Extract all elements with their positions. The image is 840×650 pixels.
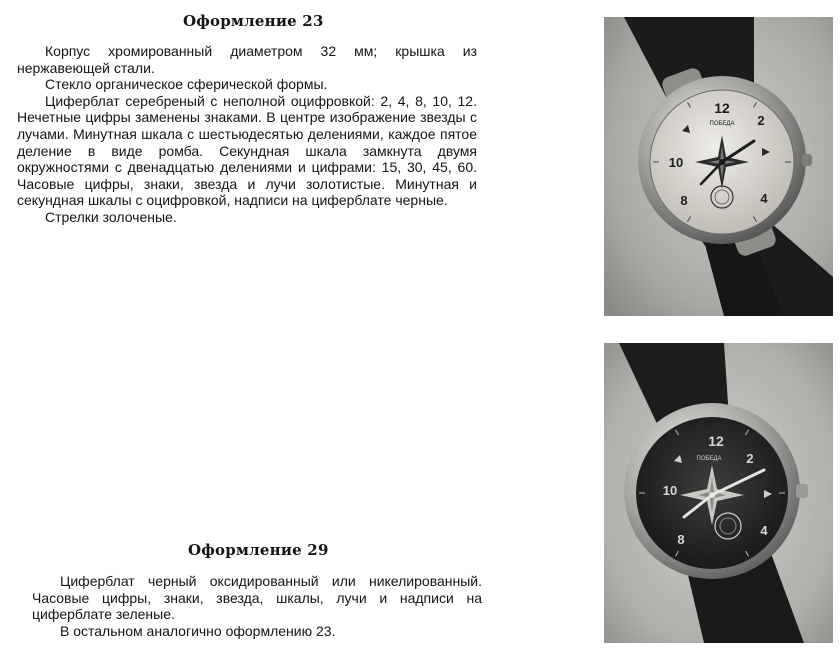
brand-label: ПОБЕДА	[696, 456, 722, 462]
numeral-4: 4	[760, 191, 768, 206]
numeral-8: 8	[677, 532, 685, 547]
section-29-heading: Оформление 29	[188, 541, 329, 559]
watch-29-photo	[604, 343, 833, 643]
watch-23-photo	[604, 17, 833, 316]
numeral-8: 8	[680, 193, 688, 208]
numeral-2: 2	[746, 451, 754, 466]
section-23-paragraph: Стрелки золоченые.	[45, 208, 177, 225]
section-23-body	[17, 43, 477, 226]
numeral-10: 10	[662, 483, 678, 498]
section-29-body	[32, 573, 482, 639]
section-29-paragraph: Циферблат черный оксидированный или никелированный. Часовые цифры, знаки, звезда, шкалы, лучи и надписи на циферблате зеленые.	[32, 573, 482, 623]
section-23-paragraph: Циферблат серебреный с неполной оцифровкой: 2, 4, 8, 10, 12. Нечетные цифры заменены знаками. В центре изображение звезды с лучами. Минутная шкала с шестьюдесятью делениями, каждое пятое деление в виде ромба. Секундная шкала замкнута двумя окружностями с двенадцатью делениями и цифрами: 15, 30, 45, 60. Часовые цифры, знаки, звезда и лучи золотистые. Минутная и секундная шкалы с оцифровкой, надписи на циферблате черные.	[17, 92, 477, 209]
section-23-paragraph: Стекло органическое сферической формы.	[45, 76, 328, 93]
section-23-paragraph: Корпус хромированный диаметром 32 мм; крышка из нержавеющей стали.	[17, 43, 477, 76]
numeral-2: 2	[757, 113, 765, 128]
numeral-10: 10	[668, 155, 684, 170]
numeral-12: 12	[708, 433, 724, 449]
numeral-12: 12	[714, 100, 730, 116]
section-23-heading: Оформление 23	[183, 12, 324, 30]
section-29-paragraph: В остальном аналогично оформлению 23.	[60, 622, 336, 639]
brand-label: ПОБЕДА	[709, 121, 735, 127]
numeral-4: 4	[760, 523, 768, 538]
